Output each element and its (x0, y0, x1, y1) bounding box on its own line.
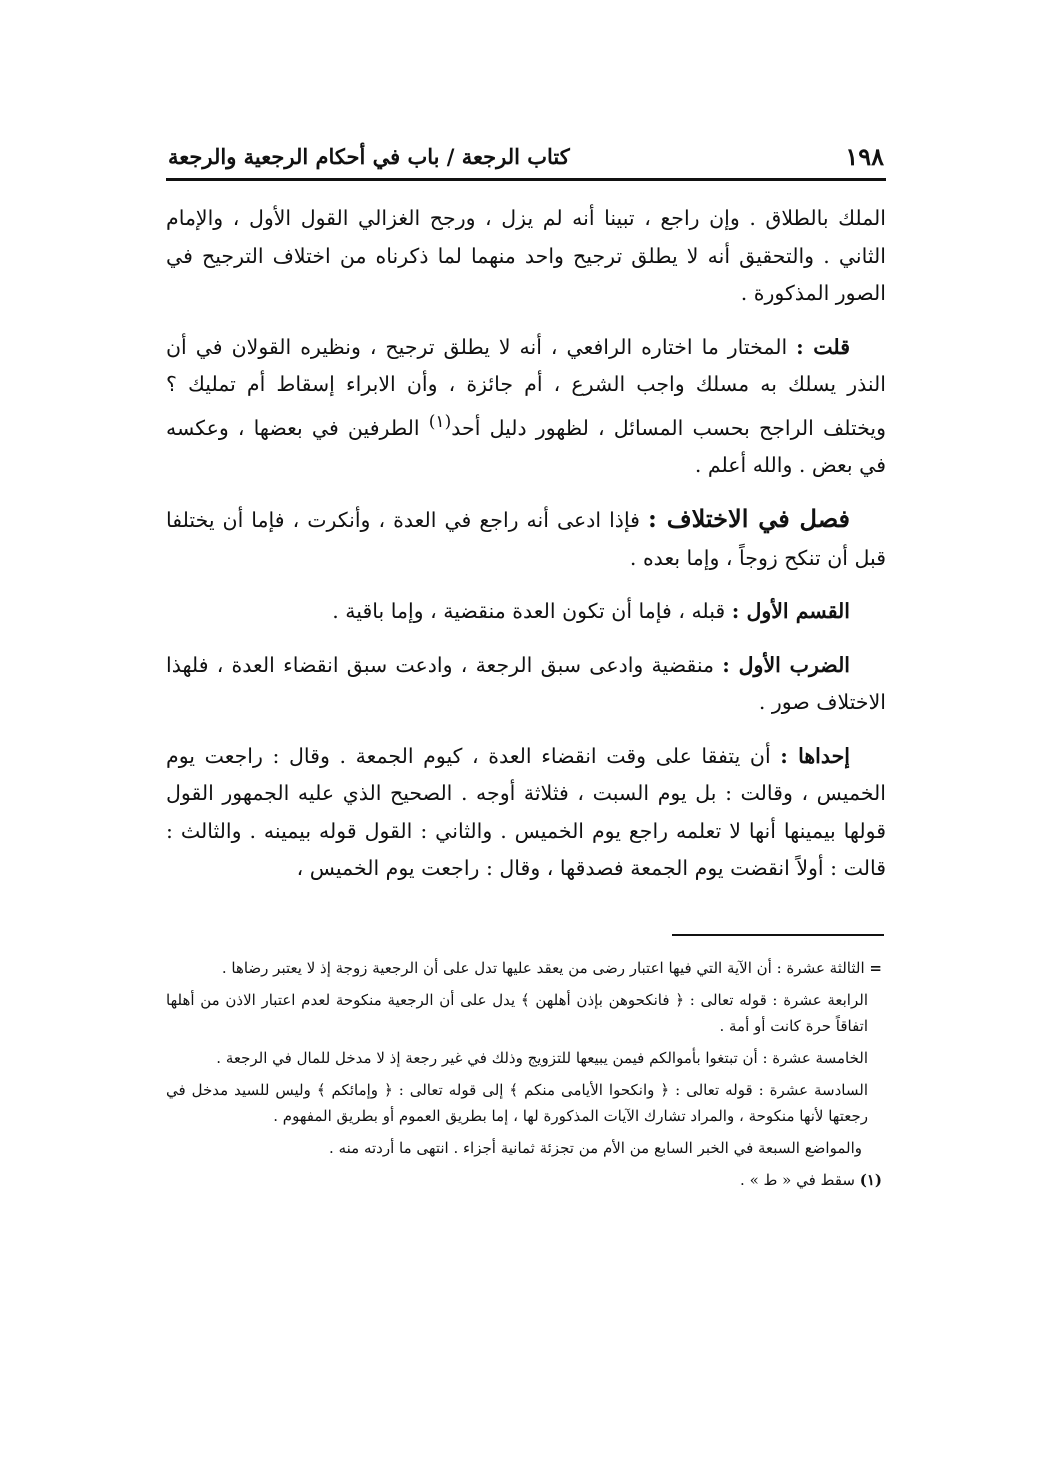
paragraph-lead: قلت : (796, 334, 850, 359)
page-number: ١٩٨ (845, 141, 884, 171)
paragraph-lead: الضرب الأول : (722, 652, 851, 677)
footnote-number: (١) (859, 1171, 882, 1189)
footnotes (166, 955, 882, 1199)
paragraph-continuation: الملك بالطلاق . وإن راجع ، تبينا أنه لم يزل ، ورجح الغزالي القول الأول ، والإمام الثاني . والتحقيق أنه لا يطلق ترجيح واحد منهما لما ذكرناه من اختلاف الترجيح في الصور المذكورة . (166, 206, 886, 305)
page-header (168, 138, 884, 174)
paragraph-text: قبله ، فإما أن تكون العدة منقضية ، وإما باقية . (332, 599, 732, 624)
running-title: كتاب الرجعة / باب في أحكام الرجعية والرجعة (168, 143, 570, 169)
footnote-reference: (١) (428, 411, 452, 432)
paragraph-fasl (166, 500, 886, 577)
paragraph-text: فإذا ادعى أنه راجع في العدة ، وأنكرت ، فإما أن يختلفا قبل أن تنكح زوجاً ، وإما بعده . (166, 508, 886, 570)
section-heading: فصل في الاختلاف : (648, 504, 851, 534)
paragraph-text: الطرفين في بعضها ، وعكسه في بعض . والله أعلم . (166, 415, 886, 477)
footnote-text: الرابعة عشرة : قوله تعالى : ﴿ فانكحوهن بإذن أهلهن ﴾ يدل على أن الرجعية منكوحة لعدم اعتبار الاذن من أهلها اتفاقاً حرة كانت أو أمة . (166, 991, 868, 1035)
paragraph-lead: القسم الأول : (731, 599, 850, 624)
paragraph-text: أن يتفقا على وقت انقضاء العدة ، كيوم الجمعة . وقال : راجعت يوم الخميس ، وقالت : بل يوم السبت ، فثلاثة أوجه . الصحيح الذي عليه الجمهور القول قولها بيمينها أنها لا تعلمه راجع يوم الخميس . والثاني : القول قوله بيمينه . والثالث : قالت : أولاً انقضت يوم الجمعة فصدقها ، وقال : راجعت يوم الخميس ، (166, 743, 886, 881)
footnote-text: الخامسة عشرة : أن تبتغوا بأموالكم فيمن يبيعها للتزويج وذلك في غير رجعة إذ لا مدخل للمال في الرجعة . (216, 1049, 868, 1067)
paragraph-text: المختار ما اختاره الرافعي ، أنه لا يطلق ترجيح ، ونظيره القولان في أن النذر يسلك به مسلك واجب الشرع ، أم جائزة ، وأن الابراء إسقاط أم تمليك ؟ ويختلف الراجح بحسب المسائل ، لظهور دليل أحد (166, 334, 887, 440)
paragraph-lead: إحداها : (780, 743, 850, 768)
paragraph-ihdaha (166, 738, 886, 888)
footnote-continued (166, 955, 882, 981)
paragraph-text: منقضية وادعى سبق الرجعة ، وادعت سبق انقضاء العدة ، فلهذا الاختلاف صور . (166, 652, 886, 715)
footnote-separator (672, 934, 884, 936)
paragraph-qism-awwal (166, 593, 886, 631)
continuation-mark: = (869, 959, 882, 977)
footnote-text: سقط في « ط » . (740, 1171, 855, 1189)
footnote-1 (166, 1167, 882, 1193)
header-rule (166, 178, 886, 181)
footnote-text: الثالثة عشرة : أن الآية التي فيها اعتبار رضى من يعقد عليها تدل على أن الرجعية زوجة إذ لا يعتبر رضاها . (221, 959, 865, 977)
paragraph-qultu (166, 329, 886, 485)
main-text (166, 200, 886, 904)
paragraph-darb-awwal (166, 647, 886, 722)
footnote-text: السادسة عشرة : قوله تعالى : ﴿ وانكحوا الأيامى منكم ﴾ إلى قوله تعالى : ﴿ وإمائكم ﴾ وليس للسيد مدخل في رجعتها لأنها منكوحة ، والمراد تشارك الآيات المذكورة لها ، إما بطريق العموم أو بطريق المفهوم . (166, 1081, 868, 1125)
footnote-text: والمواضع السبعة في الخبر السابع من الأم من تجزئة ثمانية أجزاء . انتهى ما أردته منه . (329, 1139, 862, 1157)
